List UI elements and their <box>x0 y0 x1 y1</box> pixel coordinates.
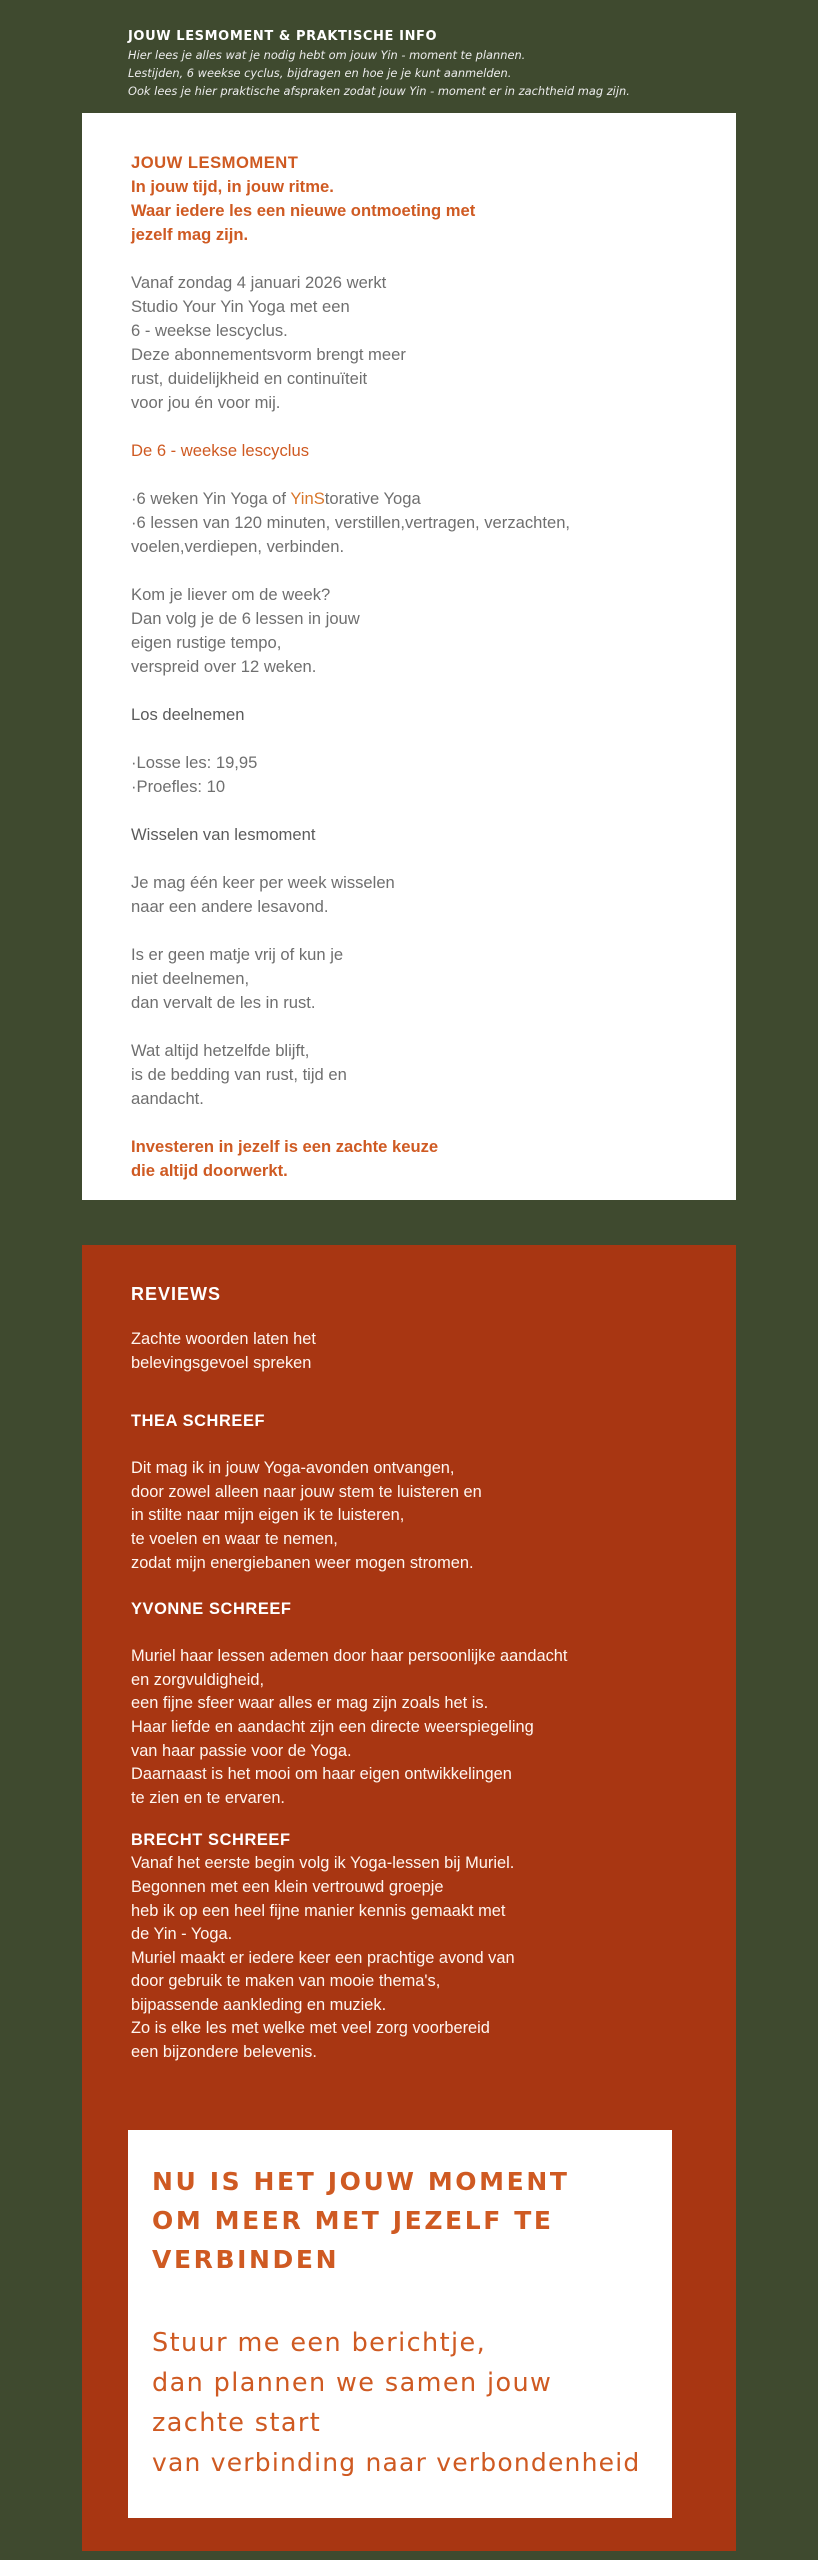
review-line: Muriel haar lessen ademen door haar persoonlijke aandacht <box>131 1647 568 1666</box>
cta-line: Stuur me een berichtje, <box>152 2328 487 2358</box>
review-line: bijpassende aankleding en muziek. <box>131 1995 387 2014</box>
body-line: rust, duidelijkheid en continuïteit <box>131 369 368 388</box>
wissel-line: naar een andere lesavond. <box>131 897 329 916</box>
alt-line: eigen rustige tempo, <box>131 633 282 652</box>
body-line: Studio Your Yin Yoga met een <box>131 297 350 316</box>
cycle-item: ·6 lessen van 120 minuten, verstillen,vertragen, verzachten, <box>131 513 571 532</box>
altijd-line: is de bedding van rust, tijd en <box>131 1065 347 1084</box>
alt-line: Dan volg je de 6 lessen in jouw <box>131 609 360 628</box>
closing-line: die altijd doorwerkt. <box>131 1161 288 1180</box>
review-line: heb ik op een heel fijne manier kennis gemaakt met <box>131 1901 506 1920</box>
lesmoment-card <box>82 113 736 1200</box>
body-line: voor jou én voor mij. <box>131 393 281 412</box>
closing-line: Investeren in jezelf is een zachte keuze <box>131 1137 439 1156</box>
wissel-title: Wisselen van lesmoment <box>131 825 316 844</box>
review-line: Vanaf het eerste begin volg ik Yoga-lessen bij Muriel. <box>131 1854 515 1873</box>
cta-line: zachte start <box>152 2408 322 2438</box>
header-title: JOUW LESMOMENT & PRAKTISCHE INFO <box>128 29 438 44</box>
review-line: Haar liefde en aandacht zijn een directe weerspiegeling <box>131 1717 534 1736</box>
review-line: Begonnen met een klein vertrouwd groepje <box>131 1877 444 1896</box>
review-line: te zien en te ervaren. <box>131 1788 285 1807</box>
review-line: in stilte naar mijn eigen ik te luisteren, <box>131 1506 405 1525</box>
cycle-title: De 6 - weekse lescyclus <box>131 441 309 460</box>
alt-line: Kom je liever om de week? <box>131 585 331 604</box>
cycle-item: ·6 weken Yin Yoga of YinStorative Yoga <box>131 489 421 508</box>
review-line: Zo is elke les met welke met veel zorg voorbereid <box>131 2019 490 2038</box>
intro-line: jezelf mag zijn. <box>131 225 249 244</box>
review-author: THEA SCHREEF <box>131 1412 266 1431</box>
matje-line: niet deelnemen, <box>131 969 250 988</box>
cta-heading: OM MEER MET JEZELF TE <box>152 2206 554 2235</box>
body-line: Vanaf zondag 4 januari 2026 werkt <box>131 273 387 292</box>
page-header <box>128 28 788 100</box>
review-line: Daarnaast is het mooi om haar eigen ontwikkelingen <box>131 1765 512 1784</box>
matje-line: Is er geen matje vrij of kun je <box>131 945 344 964</box>
matje-line: dan vervalt de les in rust. <box>131 993 316 1012</box>
reviews-subtitle: belevingsgevoel spreken <box>131 1353 312 1372</box>
reviews-subtitle: Zachte woorden laten het <box>131 1330 316 1348</box>
reviews-card <box>82 1245 736 2551</box>
body-line: 6 - weekse lescyclus. <box>131 321 288 340</box>
review-line: Dit mag ik in jouw Yoga-avonden ontvangen, <box>131 1459 455 1478</box>
los-title: Los deelnemen <box>131 705 245 724</box>
price-item: ·Losse les: 19,95 <box>131 753 258 772</box>
cta-box <box>128 2130 672 2518</box>
review-line: zodat mijn energiebanen weer mogen stromen. <box>131 1553 474 1572</box>
review-author: YVONNE SCHREEF <box>131 1600 292 1619</box>
header-line: Ook lees je hier praktische afspraken zodat jouw Yin - moment er in zachtheid mag zijn. <box>128 84 630 98</box>
cta-heading: VERBINDEN <box>152 2245 340 2274</box>
alt-line: verspreid over 12 weken. <box>131 657 317 676</box>
cta-heading: NU IS HET JOUW MOMENT <box>152 2167 570 2196</box>
wissel-line: Je mag één keer per week wisselen <box>131 873 395 892</box>
price-item: ·Proefles: 10 <box>131 777 226 796</box>
review-line: de Yin - Yoga. <box>131 1925 233 1944</box>
intro-line: In jouw tijd, in jouw ritme. <box>131 177 334 196</box>
review-author: BRECHT SCHREEF <box>131 1831 291 1850</box>
review-line: een bijzondere belevenis. <box>131 2043 317 2062</box>
review-line: te voelen en waar te nemen, <box>131 1529 338 1548</box>
review-line: door zowel alleen naar jouw stem te luisteren en <box>131 1482 482 1501</box>
header-line: Lestijden, 6 weekse cyclus, bijdragen en hoe je je kunt aanmelden. <box>128 66 512 80</box>
body-line: Deze abonnementsvorm brengt meer <box>131 345 406 364</box>
review-line: door gebruik te maken van mooie thema's, <box>131 1972 441 1991</box>
review-line: Muriel maakt er iedere keer een prachtige avond van <box>131 1948 515 1967</box>
cycle-item: voelen,verdiepen, verbinden. <box>131 537 345 556</box>
review-line: een fijne sfeer waar alles er mag zijn zoals het is. <box>131 1694 489 1713</box>
review-line: en zorgvuldigheid, <box>131 1670 265 1689</box>
lesmoment-title: JOUW LESMOMENT <box>131 153 299 172</box>
header-line: Hier lees je alles wat je nodig hebt om jouw Yin - moment te plannen. <box>128 48 526 62</box>
reviews-title: REVIEWS <box>131 1284 222 1304</box>
intro-line: Waar iedere les een nieuwe ontmoeting met <box>131 201 476 220</box>
altijd-line: Wat altijd hetzelfde blijft, <box>131 1041 310 1060</box>
review-line: van haar passie voor de Yoga. <box>131 1741 352 1760</box>
cta-line: van verbinding naar verbondenheid <box>152 2448 641 2477</box>
altijd-line: aandacht. <box>131 1089 204 1108</box>
cta-line: dan plannen we samen jouw <box>152 2368 553 2398</box>
